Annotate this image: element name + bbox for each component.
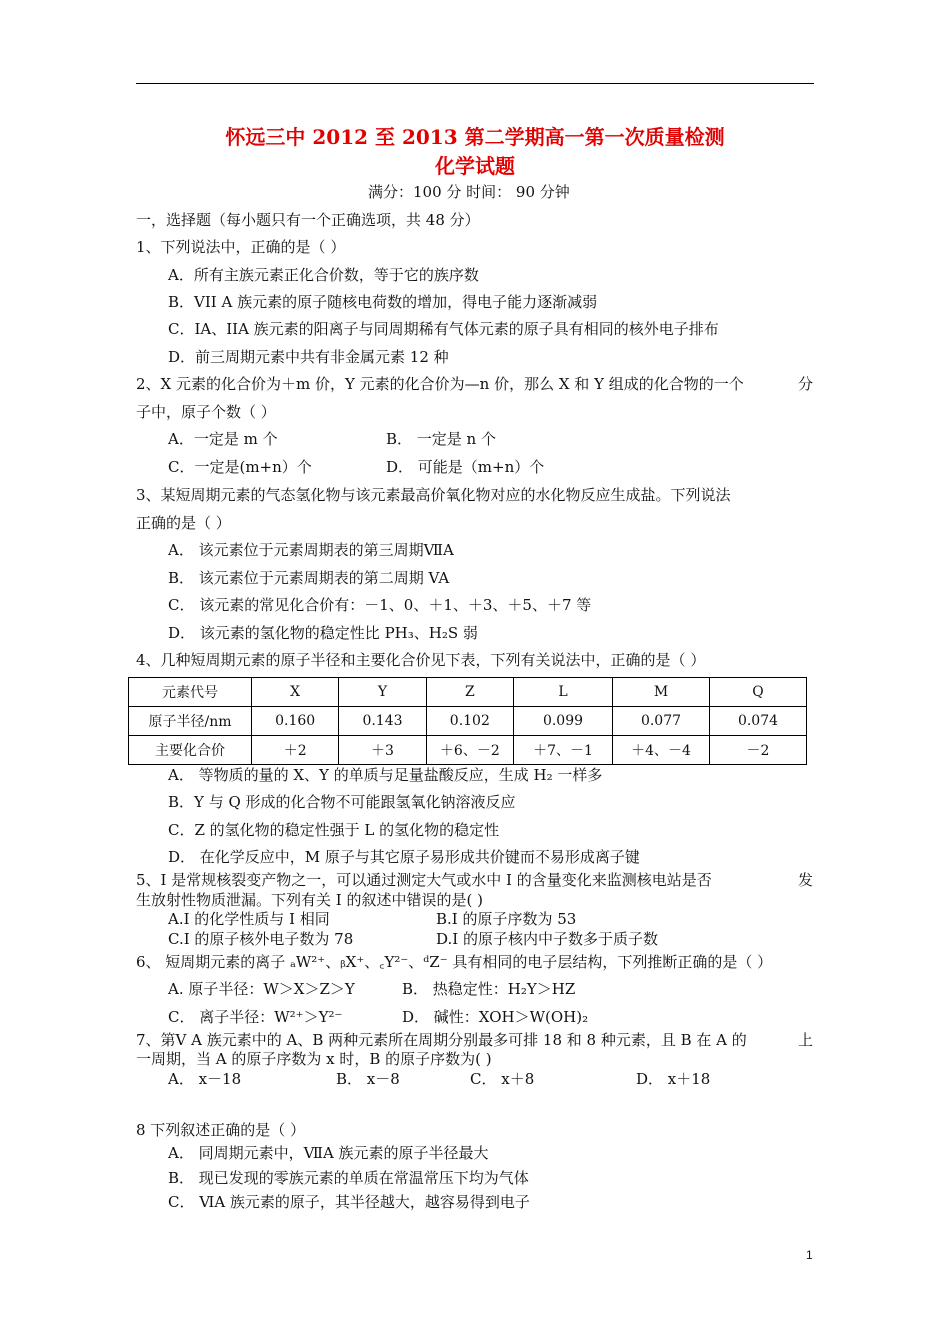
q3-option-c: C． 该元素的常见化合价有：－1、0、＋1、＋3、＋5、＋7 等 bbox=[168, 596, 592, 614]
q1-option-b: B．VII A 族元素的原子随核电荷数的增加，得电子能力逐渐减弱 bbox=[168, 293, 598, 311]
page-number: 1 bbox=[806, 1248, 813, 1262]
q1-option-c: C．IA、IIA 族元素的阳离子与同周期稀有气体元素的原子具有相同的核外电子排布 bbox=[168, 320, 719, 338]
q4-stem: 4、几种短周期元素的原子半径和主要化合价见下表，下列有关说法中，正确的是（ ） bbox=[136, 651, 706, 669]
table-cell: ＋4、－4 bbox=[613, 736, 710, 765]
q7-option-a: A． x－18 bbox=[168, 1070, 242, 1088]
table-cell: 0.074 bbox=[710, 707, 807, 736]
q4-option-c: C．Z 的氢化物的稳定性强于 L 的氢化物的稳定性 bbox=[168, 821, 500, 839]
q6-option-b: B． 热稳定性：H₂Y＞HZ bbox=[402, 980, 576, 998]
table-row bbox=[129, 707, 807, 736]
q5-option-c: C.I 的原子核外电子数为 78 bbox=[168, 930, 354, 948]
table-cell: ＋6、－2 bbox=[426, 736, 513, 765]
q7-stem-line2: 一周期，当 A 的原子序数为 x 时，B 的原子序数为( ) bbox=[136, 1050, 492, 1068]
q5-stem-line1-end: 发 bbox=[798, 871, 814, 889]
table-cell: 0.099 bbox=[514, 707, 613, 736]
q1-option-a: A．所有主族元素正化合价数，等于它的族序数 bbox=[168, 266, 479, 284]
q2-stem-line1-end: 分 bbox=[798, 375, 814, 393]
table-cell: 元素代号 bbox=[129, 678, 252, 707]
q6-option-c: C． 离子半径：W²⁺＞Y²⁻ bbox=[168, 1008, 343, 1026]
q7-option-d: D． x＋18 bbox=[636, 1070, 711, 1088]
table-row bbox=[129, 736, 807, 765]
table-cell: ＋3 bbox=[339, 736, 426, 765]
q8-option-b: B． 现已发现的零族元素的单质在常温常压下均为气体 bbox=[168, 1169, 529, 1187]
table-cell: ＋2 bbox=[252, 736, 339, 765]
q1-stem: 1、下列说法中，正确的是（ ） bbox=[136, 238, 346, 256]
q7-option-b: B． x－8 bbox=[336, 1070, 400, 1088]
q3-stem-line1: 3、某短周期元素的气态氢化物与该元素最高价氧化物对应的水化物反应生成盐。下列说法 bbox=[136, 486, 731, 504]
table-cell: L bbox=[514, 678, 613, 707]
table-cell: X bbox=[252, 678, 339, 707]
q8-stem: 8 下列叙述正确的是（ ） bbox=[136, 1121, 306, 1139]
exam-meta: 满分：100 分 时间： 90 分钟 bbox=[368, 183, 570, 201]
q7-stem-line1: 7、第Ⅴ A 族元素中的 A、B 两种元素所在周期分别最多可排 18 和 8 种元素，且 B 在 A 的 bbox=[136, 1031, 747, 1049]
exam-title: 怀远三中 2012 至 2013 第二学期高一第一次质量检测 bbox=[225, 125, 725, 149]
table-cell: 主要化合价 bbox=[129, 736, 252, 765]
q2-option-d: D． 可能是（m+n）个 bbox=[386, 458, 545, 476]
q3-option-d: D． 该元素的氢化物的稳定性比 PH₃、H₂S 弱 bbox=[168, 624, 478, 642]
table-cell: Q bbox=[710, 678, 807, 707]
q7-stem-line1-end: 上 bbox=[798, 1031, 814, 1049]
table-cell: 0.160 bbox=[252, 707, 339, 736]
q2-stem-line1: 2、X 元素的化合价为＋m 价，Y 元素的化合价为—n 价，那么 X 和 Y 组成的化合物的一个 bbox=[136, 375, 744, 393]
q5-stem-line1: 5、I 是常规核裂变产物之一，可以通过测定大气或水中 I 的含量变化来监测核电站是否 bbox=[136, 871, 712, 889]
q5-option-d: D.I 的原子核内中子数多于质子数 bbox=[436, 930, 658, 948]
q2-option-a: A．一定是 m 个 bbox=[168, 430, 278, 448]
q6-stem: 6、 短周期元素的离子 ₐW²⁺、ᵦX⁺、꜀Y²⁻、ᵈZ⁻ 具有相同的电子层结构，下列推断正确的是（ ） bbox=[136, 953, 773, 971]
table-cell: 0.077 bbox=[613, 707, 710, 736]
table-cell: M bbox=[613, 678, 710, 707]
q5-option-b: B.I 的原子序数为 53 bbox=[436, 910, 577, 928]
q6-option-d: D． 碱性：XOH＞W(OH)₂ bbox=[402, 1008, 589, 1026]
table-cell: Z bbox=[426, 678, 513, 707]
q8-option-a: A． 同周期元素中，ⅦA 族元素的原子半径最大 bbox=[168, 1144, 489, 1162]
q6-option-a: A. 原子半径：W＞X＞Z＞Y bbox=[168, 980, 355, 998]
table-cell: Y bbox=[339, 678, 426, 707]
q2-stem-line2: 子中，原子个数（ ） bbox=[136, 403, 276, 421]
table-cell: 0.102 bbox=[426, 707, 513, 736]
q2-option-b: B． 一定是 n 个 bbox=[386, 430, 496, 448]
table-cell: ＋7、－1 bbox=[514, 736, 613, 765]
header-rule bbox=[136, 83, 814, 84]
q5-stem-line2: 生放射性物质泄漏。下列有关 I 的叙述中错误的是( ) bbox=[136, 891, 483, 909]
q4-option-a: A． 等物质的量的 X、Y 的单质与足量盐酸反应，生成 H₂ 一样多 bbox=[168, 766, 603, 784]
table-cell: 原子半径/nm bbox=[129, 707, 252, 736]
q3-option-b: B． 该元素位于元素周期表的第二周期 VA bbox=[168, 569, 450, 587]
q4-option-d: D． 在化学反应中，M 原子与其它原子易形成共价键而不易形成离子键 bbox=[168, 848, 640, 866]
q5-option-a: A.I 的化学性质与 I 相同 bbox=[168, 910, 330, 928]
q3-stem-line2: 正确的是（ ） bbox=[136, 514, 231, 532]
exam-subtitle: 化学试题 bbox=[435, 154, 515, 178]
q4-option-b: B．Y 与 Q 形成的化合物不可能跟氢氧化钠溶液反应 bbox=[168, 793, 516, 811]
section-heading: 一，选择题（每小题只有一个正确选项，共 48 分） bbox=[136, 211, 480, 229]
table-cell: －2 bbox=[710, 736, 807, 765]
q3-option-a: A． 该元素位于元素周期表的第三周期ⅦA bbox=[168, 541, 454, 559]
q2-option-c: C．一定是(m+n）个 bbox=[168, 458, 312, 476]
q1-option-d: D．前三周期元素中共有非金属元素 12 种 bbox=[168, 348, 449, 366]
table-row bbox=[129, 678, 807, 707]
q8-option-c: C． ⅥA 族元素的原子，其半径越大，越容易得到电子 bbox=[168, 1193, 530, 1211]
q7-option-c: C． x＋8 bbox=[470, 1070, 535, 1088]
element-table bbox=[128, 677, 807, 765]
table-cell: 0.143 bbox=[339, 707, 426, 736]
